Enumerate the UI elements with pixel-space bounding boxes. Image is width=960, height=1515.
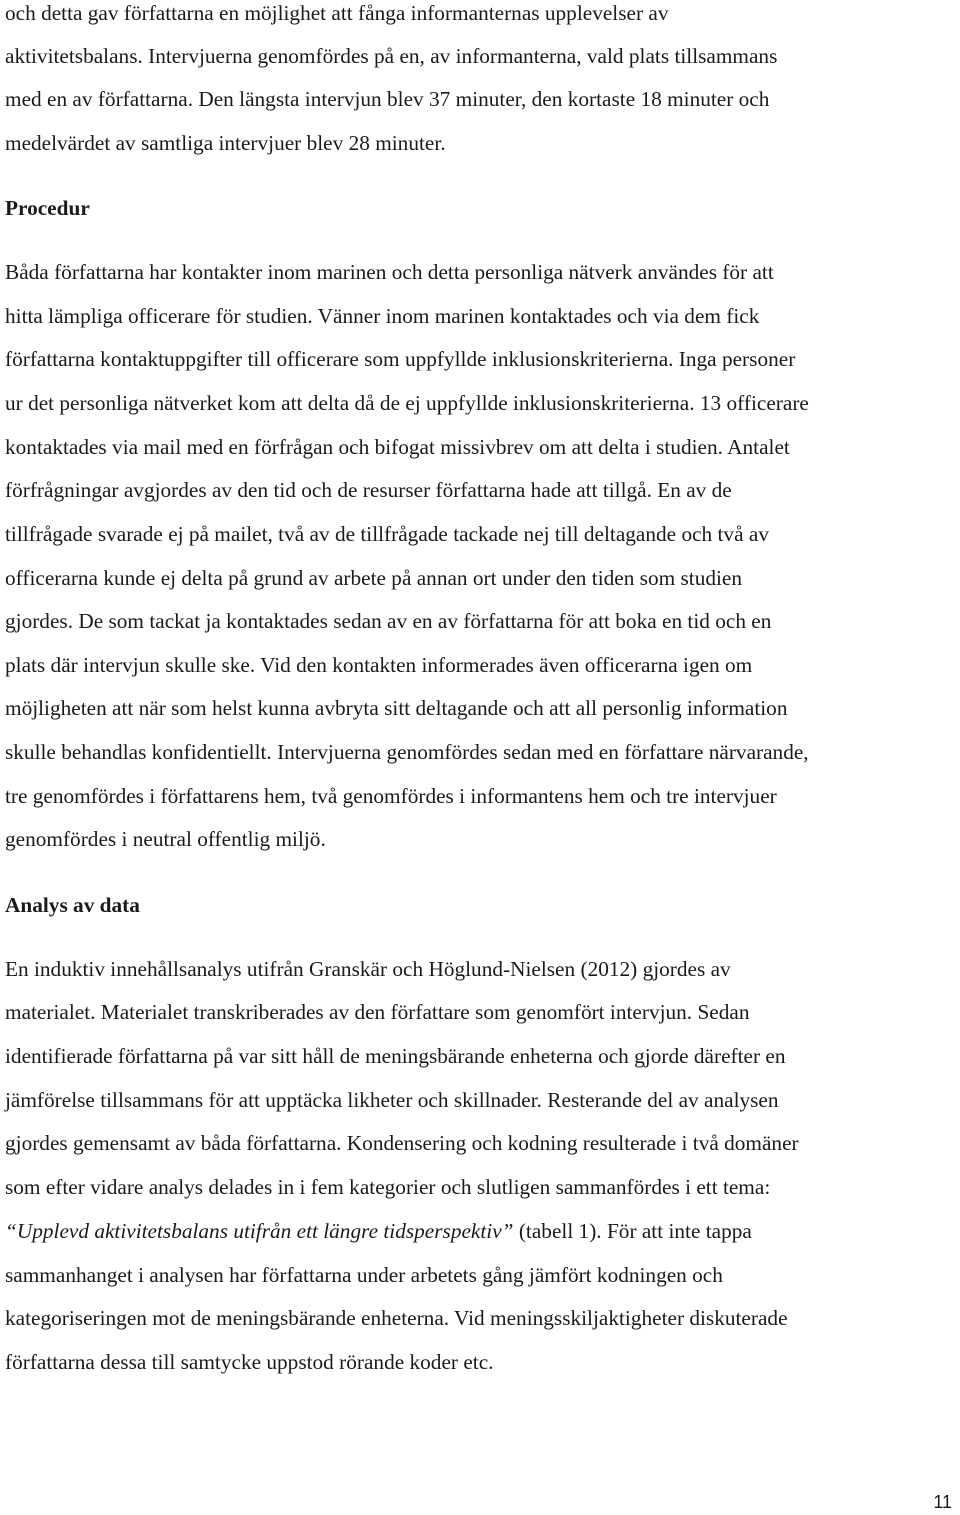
analys-line-10: författarna dessa till samtycke uppstod rörande koder etc. [5, 1350, 494, 1374]
theme-title: “Upplevd aktivitetsbalans utifrån ett längre tidsperspektiv” [5, 1219, 514, 1243]
analys-line-2: materialet. Materialet transkriberades av den författare som genomfört intervjun. Sedan [5, 1000, 750, 1024]
procedur-line-6: förfrågningar avgjordes av den tid och de resurser författarna hade att tillgå. En av de [5, 478, 732, 502]
procedur-line-9: gjordes. De som tackat ja kontaktades sedan av en av författarna för att boka en tid och en [5, 609, 772, 633]
analys-line-1: En induktiv innehållsanalys utifrån Granskär och Höglund-Nielsen (2012) gjordes av [5, 957, 731, 981]
procedur-line-10: plats där intervjun skulle ske. Vid den kontakten informerades även officerarna igen om [5, 653, 753, 677]
procedur-line-12: skulle behandlas konfidentiellt. Intervjuerna genomfördes sedan med en författare närvarande, [5, 740, 809, 764]
procedur-line-11: möjligheten att när som helst kunna avbryta sitt deltagande och att all personlig information [5, 696, 788, 720]
analys-line-3: identifierade författarna på var sitt håll de meningsbärande enheterna och gjorde därefter en [5, 1044, 786, 1068]
analys-theme-line [5, 1218, 752, 1244]
intro-line-2: aktivitetsbalans. Intervjuerna genomfördes på en, av informanterna, vald plats tillsammans [5, 44, 778, 68]
section-heading-procedur: Procedur [5, 196, 90, 220]
procedur-line-8: officerarna kunde ej delta på grund av arbete på annan ort under den tiden som studien [5, 566, 743, 590]
procedur-line-3: författarna kontaktuppgifter till officerare som uppfyllde inklusionskriterierna. Inga personer [5, 347, 796, 371]
analys-line-8: sammanhanget i analysen har författarna under arbetets gång jämfört kodningen och [5, 1263, 723, 1287]
procedur-line-4: ur det personliga nätverket kom att delta då de ej uppfyllde inklusionskriterierna. 13 officerare [5, 391, 809, 415]
intro-line-1: och detta gav författarna en möjlighet att fånga informanternas upplevelser av [5, 1, 669, 25]
analys-line-9: kategoriseringen mot de meningsbärande enheterna. Vid meningsskiljaktigheter diskuterade [5, 1306, 788, 1330]
page-number: 11 [933, 1492, 952, 1512]
analys-line-6: som efter vidare analys delades in i fem kategorier och slutligen sammanfördes i ett tema: [5, 1175, 771, 1199]
theme-line-rest: (tabell 1). För att inte tappa [513, 1219, 752, 1243]
intro-line-3: med en av författarna. Den längsta intervjun blev 37 minuter, den kortaste 18 minuter och [5, 87, 770, 111]
intro-line-4: medelvärdet av samtliga intervjuer blev 28 minuter. [5, 131, 446, 155]
procedur-line-7: tillfrågade svarade ej på mailet, två av de tillfrågade tackade nej till deltagande och två av [5, 522, 769, 546]
procedur-line-2: hitta lämpliga officerare för studien. Vänner inom marinen kontaktades och via dem fick [5, 304, 760, 328]
procedur-line-14: genomfördes i neutral offentlig miljö. [5, 827, 326, 851]
procedur-line-13: tre genomfördes i författarens hem, två genomfördes i informantens hem och tre intervjuer [5, 784, 777, 808]
analys-line-5: gjordes gemensamt av båda författarna. Kondensering och kodning resulterade i två domäner [5, 1131, 799, 1155]
analys-line-4: jämförelse tillsammans för att upptäcka likheter och skillnader. Resterande del av analysen [5, 1088, 779, 1112]
procedur-line-5: kontaktades via mail med en förfrågan och bifogat missivbrev om att delta i studien. Antalet [5, 435, 790, 459]
section-heading-analys: Analys av data [5, 893, 140, 917]
procedur-line-1: Båda författarna har kontakter inom marinen och detta personliga nätverk användes för att [5, 260, 774, 284]
